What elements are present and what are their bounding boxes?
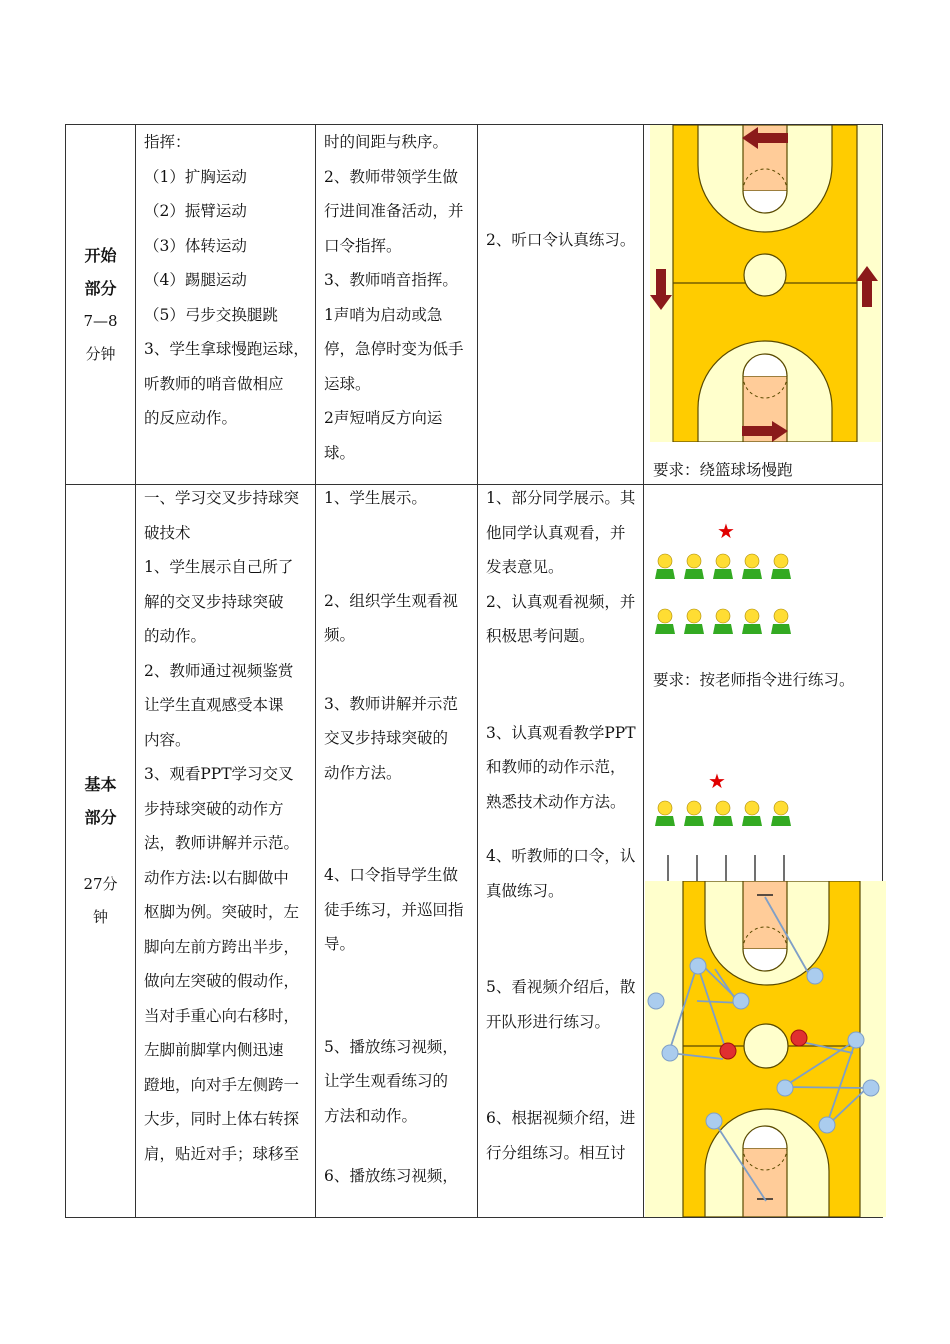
teacher-line: 频。: [324, 626, 356, 645]
student-line: 发表意见。: [486, 558, 564, 577]
content-line: 大步，同时上体右转探: [144, 1110, 300, 1129]
teacher-line: 动作方法。: [324, 763, 402, 782]
warmup-requirement: 要求：绕篮球场慢跑: [653, 461, 793, 479]
basic-teacher-cell: [316, 485, 478, 1218]
content-line: 内容。: [144, 730, 191, 749]
content-line: （2）振臂运动: [144, 202, 247, 220]
teacher-line: 行进间准备活动，并: [324, 202, 464, 220]
teacher-line: 2声短哨反方向运: [324, 409, 443, 427]
teacher-line: 导。: [324, 935, 356, 954]
teacher-line: 球。: [324, 443, 356, 462]
teacher-line: 交叉步持球突破的: [324, 729, 449, 748]
content-line: （5）弓步交换腿跳: [144, 305, 278, 324]
basic-student-cell: [478, 485, 644, 1218]
start-teacher-cell: [316, 125, 478, 485]
warmup-court-diagram: [650, 125, 881, 442]
teacher-line: 让学生观看练习的: [324, 1072, 449, 1091]
student-line: 5、看视频介绍后，散: [486, 978, 636, 997]
student-line: 1、部分同学展示。其: [486, 489, 636, 508]
teacher-line: 3、教师讲解并示范: [324, 694, 458, 713]
center-circle: [744, 254, 786, 296]
student-row-3: [655, 801, 791, 826]
content-line: 一、学习交叉步持球突: [144, 489, 300, 508]
stage-name: 基本: [84, 775, 117, 795]
student-line: 2、认真观看视频，并: [486, 592, 636, 611]
student-line: 和教师的动作示范，: [486, 758, 626, 777]
content-line: 的动作。: [144, 627, 207, 646]
stage-name: 开始: [84, 245, 117, 265]
basic-content-cell: [136, 485, 316, 1218]
student-line: 积极思考问题。: [486, 627, 595, 646]
key-bottom: [743, 1148, 787, 1217]
content-line: 蹬地，向对手左侧跨一: [144, 1075, 300, 1094]
content-line: 2、教师通过视频鉴赏: [144, 661, 294, 680]
content-line: （4）踢腿运动: [144, 271, 247, 289]
stage-time: 钟: [92, 908, 108, 927]
content-line: 枢脚为例。突破时，左: [144, 903, 300, 922]
teacher-line: 1、学生展示。: [324, 489, 427, 508]
teacher-line: 徒手练习，并巡回指: [324, 900, 464, 919]
teacher-star-icon: ★: [708, 769, 726, 793]
drill-court-diagram: [645, 881, 886, 1217]
content-line: 动作方法:以右脚做中: [144, 868, 289, 887]
basic-stage-cell: [66, 485, 136, 1218]
teacher-line: 2、教师带领学生做: [324, 167, 458, 186]
start-stage-cell: [66, 125, 136, 485]
stage-time: 27分: [83, 875, 118, 894]
stage-name: 部分: [84, 278, 117, 298]
teacher-line: 2、组织学生观看视: [324, 591, 458, 610]
student-line: 2、听口令认真练习。: [486, 231, 636, 249]
student-line: 行分组练习。相互讨: [486, 1143, 626, 1162]
teacher-star-icon: ★: [717, 519, 735, 543]
content-line: （1）扩胸运动: [144, 167, 247, 186]
content-line: 做向左突破的假动作，: [144, 972, 300, 991]
stage-time: 分钟: [85, 344, 116, 363]
student-line: 真做练习。: [486, 881, 564, 900]
teacher-line: 3、教师哨音指挥。: [324, 271, 458, 289]
content-line: 步持球突破的动作方: [144, 799, 284, 818]
student-line: 他同学认真观看，并: [486, 523, 626, 542]
student-line: 开队形进行练习。: [486, 1012, 611, 1031]
stage-name: 部分: [84, 808, 117, 828]
content-line: 3、学生拿球慢跑运球，: [144, 340, 309, 358]
practice-requirement: 要求：按老师指令进行练习。: [653, 671, 855, 689]
student-row-1: [655, 554, 791, 579]
content-line: 左脚前脚掌内侧迅速: [144, 1041, 284, 1060]
teacher-line: 6、播放练习视频，: [324, 1167, 458, 1186]
student-line: 熟悉技术动作方法。: [486, 792, 626, 811]
student-row-2: [655, 609, 791, 634]
content-line: 听教师的哨音做相应: [144, 374, 284, 393]
formation-diagram-bottom: [650, 768, 800, 830]
content-line: 脚向左前方跨出半步，: [144, 937, 300, 956]
content-line: 肩，贴近对手；球移至: [144, 1144, 300, 1163]
content-line: 指挥：: [144, 133, 191, 151]
student-line: 4、听教师的口令，认: [486, 847, 636, 866]
teacher-line: 方法和动作。: [324, 1106, 418, 1125]
content-line: 让学生直观感受本课: [144, 696, 284, 715]
formation-diagram-top: [650, 518, 800, 638]
content-line: 法，教师讲解并示范。: [144, 834, 300, 853]
content-line: 解的交叉步持球突破: [144, 592, 284, 611]
start-student-cell: [478, 125, 644, 485]
teacher-line: 停，急停时变为低手: [324, 340, 464, 358]
teacher-line: 运球。: [324, 374, 371, 393]
content-line: 破技术: [144, 523, 191, 542]
student-line: 3、认真观看教学PPT: [486, 723, 636, 742]
student-line: 6、根据视频介绍，进: [486, 1109, 636, 1128]
teacher-line: 4、口令指导学生做: [324, 866, 458, 885]
teacher-line: 1声哨为启动或急: [324, 305, 443, 324]
key-top: [743, 881, 787, 949]
content-line: 1、学生展示自己所了: [144, 558, 294, 577]
content-line: 的反应动作。: [144, 409, 238, 427]
teacher-line: 时的间距与秩序。: [324, 133, 449, 151]
center-circle: [744, 1024, 788, 1068]
stage-time: 7—8: [83, 311, 118, 330]
start-content-cell: [136, 125, 316, 485]
content-line: 3、观看PPT学习交叉: [144, 765, 294, 784]
lane-lines: [650, 855, 800, 883]
content-line: （3）体转运动: [144, 236, 247, 255]
content-line: 当对手重心向右移时，: [144, 1006, 300, 1025]
teacher-line: 5、播放练习视频，: [324, 1037, 458, 1056]
teacher-line: 口令指挥。: [324, 236, 402, 255]
